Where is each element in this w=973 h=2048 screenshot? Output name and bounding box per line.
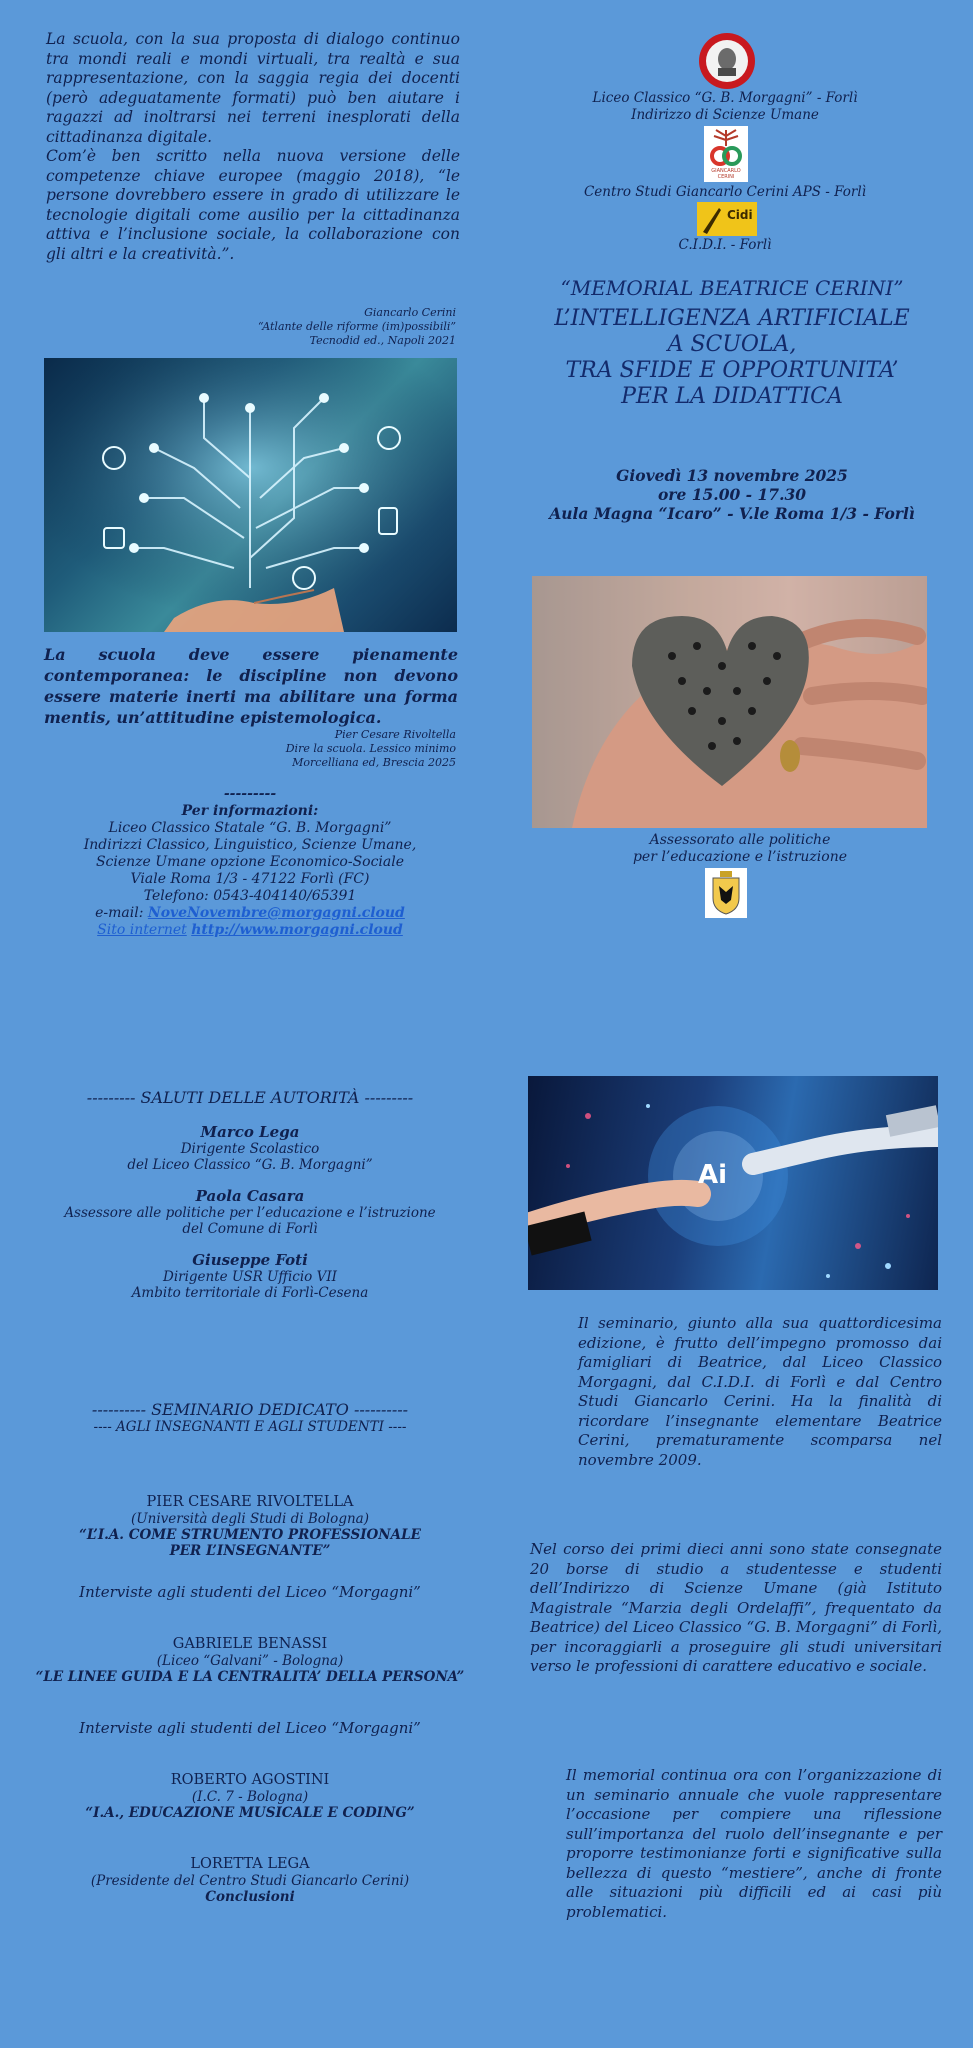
- speaker-name-1: PIER CESARE RIVOLTELLA: [146, 1494, 354, 1510]
- title-line-1: L’INTELLIGENZA ARTIFICIALE: [554, 306, 910, 331]
- authority-name-2: Paola Casara: [195, 1187, 305, 1205]
- quote-citation: [160, 306, 456, 348]
- authority-role-1b: del Liceo Classico “G. B. Morgagni”: [127, 1157, 373, 1173]
- site-label: Sito internet: [97, 922, 187, 938]
- title-line-4: PER LA DIDATTICA: [621, 384, 843, 409]
- seminario-subheading: ---- AGLI INSEGNANTI E AGLI STUDENTI ----: [93, 1419, 407, 1435]
- eagle-crest-icon: [705, 868, 747, 918]
- org1-line1: Liceo Classico “G. B. Morgagni” - Forlì: [592, 90, 858, 106]
- assessorato-line-2: per l’educazione e l’istruzione: [632, 849, 848, 865]
- authority-role-2b: del Comune di Forlì: [182, 1221, 318, 1237]
- quote-paragraph-1: La scuola, con la sua proposta di dialogo continuo tra mondi reali e mondi virtuali, tra realtà e sua rappresentazione, con la saggia regia dei docenti (però adeguatamente formati) può ben aiutare i ragazzi ad inoltrarsi nei terreni inesplorati della cittadinanza digitale.: [46, 30, 460, 146]
- clay-heart-photo: [532, 576, 927, 828]
- citation-author: Giancarlo Cerini: [364, 306, 456, 319]
- memorial-title: “MEMORIAL BEATRICE CERINI”: [560, 276, 904, 300]
- title-line-3: TRA SFIDE E OPPORTUNITA’: [565, 358, 899, 383]
- info-line-option: Scienze Umane opzione Economico-Sociale: [95, 854, 405, 870]
- info-heading: Per informazioni:: [181, 803, 319, 819]
- digital-circuit-image: [44, 358, 457, 632]
- speaker-talk-4: Conclusioni: [205, 1889, 295, 1905]
- cidi-quill-icon: [697, 202, 727, 236]
- morgagni-logo: [698, 32, 756, 90]
- info-email-row: [60, 905, 440, 922]
- authority-role-3b: Ambito territoriale di Forlì-Cesena: [131, 1285, 369, 1301]
- quote-paragraph-2: Com’è ben scritto nella nuova versione delle competenze chiave europee (maggio 2018), “le persone dovrebbero essere in grado di utilizzare le tecnologie digitali come ausilio per la cittadinanza attiva e l’inclusione sociale, la collaborazione con gli altri e la creatività.”.: [46, 147, 460, 263]
- info-separator: ---------: [223, 786, 277, 802]
- event-date: Giovedì 13 novembre 2025: [616, 466, 848, 485]
- citation-publisher: Tecnodid ed., Napoli 2021: [309, 334, 456, 347]
- site-link[interactable]: http://www.morgagni.cloud: [191, 922, 403, 938]
- intro-quote: [46, 30, 460, 264]
- speaker-name-2: GABRIELE BENASSI: [172, 1636, 328, 1652]
- cerini-logo: [704, 126, 748, 182]
- citation2-publisher: Morcelliana ed, Brescia 2025: [292, 756, 456, 769]
- info-line-phone: Telefono: 0543-404140/65391: [143, 888, 357, 904]
- title-line-2: A SCUOLA,: [667, 332, 797, 357]
- speaker-talk-1a: “L’I.A. COME STRUMENTO PROFESSIONALE: [79, 1527, 421, 1543]
- scholarship-history: Nel corso dei primi dieci anni sono state consegnate 20 borse di studio a studentesse e studenti dell’Indirizzo di Scienze Umane (già Istituto Magistrale “Marzia degli Ordelaffi”, frequentato da Beatrice) del Liceo Classico “G. B. Morgagni” di Forlì, per incoraggiarli a proseguire gli studi universitari verso le professioni di carattere educativo e sociale.: [530, 1540, 942, 1675]
- saluti-heading: --------- SALUTI DELLE AUTORITÀ ---------: [86, 1088, 414, 1107]
- speaker-affil-3: (I.C. 7 - Bologna): [191, 1789, 309, 1805]
- authority-role-2a: Assessore alle politiche per l’educazione e l’istruzione: [64, 1205, 436, 1221]
- info-line-school: Liceo Classico Statale “G. B. Morgagni”: [108, 820, 392, 836]
- citation2-source: Dire la scuola. Lessico minimo: [285, 742, 456, 755]
- speaker-name-3: ROBERTO AGOSTINI: [170, 1772, 330, 1788]
- cidi-logo-text: Cidi: [727, 208, 753, 222]
- authority-name-1: Marco Lega: [200, 1123, 300, 1141]
- morgagni-seal-icon: [698, 32, 756, 90]
- speaker-talk-3: “I.A., EDUCAZIONE MUSICALE E CODING”: [85, 1805, 415, 1821]
- org2: Centro Studi Giancarlo Cerini APS - Forlì: [583, 184, 867, 200]
- org3: C.I.D.I. - Forlì: [678, 237, 772, 253]
- speaker-talk-2: “LE LINEE GUIDA E LA CENTRALITA’ DELLA PERSONA”: [35, 1669, 465, 1685]
- citation-source: “Atlante delle riforme (im)possibili”: [258, 320, 456, 333]
- circuit-illustration: [44, 358, 457, 632]
- event-details: [522, 466, 942, 523]
- citation2-author: Pier Cesare Rivoltella: [334, 728, 456, 741]
- interviews-1: Interviste agli studenti del Liceo “Morgagni”: [79, 1583, 421, 1601]
- speaker-name-4: LORETTA LEGA: [190, 1856, 310, 1872]
- contact-info: [60, 786, 440, 939]
- cerini-logo-text: GIANCARLO CERINI: [711, 168, 741, 180]
- ai-image-label: Ai: [698, 1160, 728, 1190]
- info-line-tracks: Indirizzi Classico, Linguistico, Scienze Umane,: [83, 837, 417, 853]
- info-site-row: [60, 922, 440, 939]
- assessorato-block: [560, 832, 920, 866]
- memorial-continuation: Il memorial continua ora con l’organizzazione di un seminario annuale che vuole rappresentare l’occasione per compiere una riflessione sull’importanza del ruolo dell’insegnante e per proporre testimonianze forti e significative sulla bellezza di questo “mestiere”, anche di fronte alle situazioni più difficili ed ai casi più problematici.: [566, 1766, 942, 1921]
- speaker-affil-4: (Presidente del Centro Studi Giancarlo Cerini): [90, 1873, 410, 1889]
- authority-name-3: Giuseppe Foti: [192, 1251, 308, 1269]
- event-place: Aula Magna “Icaro” - V.le Roma 1/3 - Forlì: [549, 504, 915, 523]
- seminario-section: [30, 1400, 470, 1905]
- assessorato-line-1: Assessorato alle politiche: [649, 832, 831, 848]
- saluti-section: [30, 1088, 470, 1301]
- authority-role-1a: Dirigente Scolastico: [180, 1141, 320, 1157]
- rivoltella-quote: La scuola deve essere pienamente contemporanea: le discipline non devono essere materie inerti ma abilitare una forma mentis, un’attitudine epistemologica.: [44, 645, 458, 727]
- authority-role-3a: Dirigente USR Ufficio VII: [163, 1269, 337, 1285]
- ai-hands-image: [528, 1076, 938, 1290]
- org1-line2: Indirizzo di Scienze Umane: [631, 107, 819, 123]
- email-link[interactable]: NoveNovembre@morgagni.cloud: [147, 905, 405, 921]
- speaker-affil-1: (Università degli Studi di Bologna): [131, 1511, 369, 1527]
- event-time: ore 15.00 - 17.30: [657, 485, 807, 504]
- speaker-affil-2: (Liceo “Galvani” - Bologna): [156, 1653, 344, 1669]
- info-line-address: Viale Roma 1/3 - 47122 Forlì (FC): [130, 871, 370, 887]
- event-title: [522, 276, 942, 410]
- email-label: e-mail:: [95, 905, 144, 921]
- seminario-heading: ---------- SEMINARIO DEDICATO ----------: [91, 1400, 409, 1419]
- heart-in-hand-illustration: [532, 576, 927, 828]
- cidi-logo: [697, 202, 757, 236]
- comune-forli-logo: [705, 868, 747, 918]
- ai-touch-illustration: [528, 1076, 938, 1290]
- interviews-2: Interviste agli studenti del Liceo “Morgagni”: [79, 1719, 421, 1737]
- speaker-talk-1b: PER L’INSEGNANTE”: [169, 1543, 331, 1559]
- quote2-citation: [200, 728, 456, 770]
- seminar-description: Il seminario, giunto alla sua quattordicesima edizione, è frutto dell’impegno promosso dai famigliari di Beatrice, dal Liceo Classico Morgagni, dal C.I.D.I. di Forlì e dal Centro Studi Giancarlo Cerini. Ha la finalità di ricordare l’insegnante elementare Beatrice Cerini, prematuramente scomparsa nel novembre 2009.: [578, 1314, 942, 1469]
